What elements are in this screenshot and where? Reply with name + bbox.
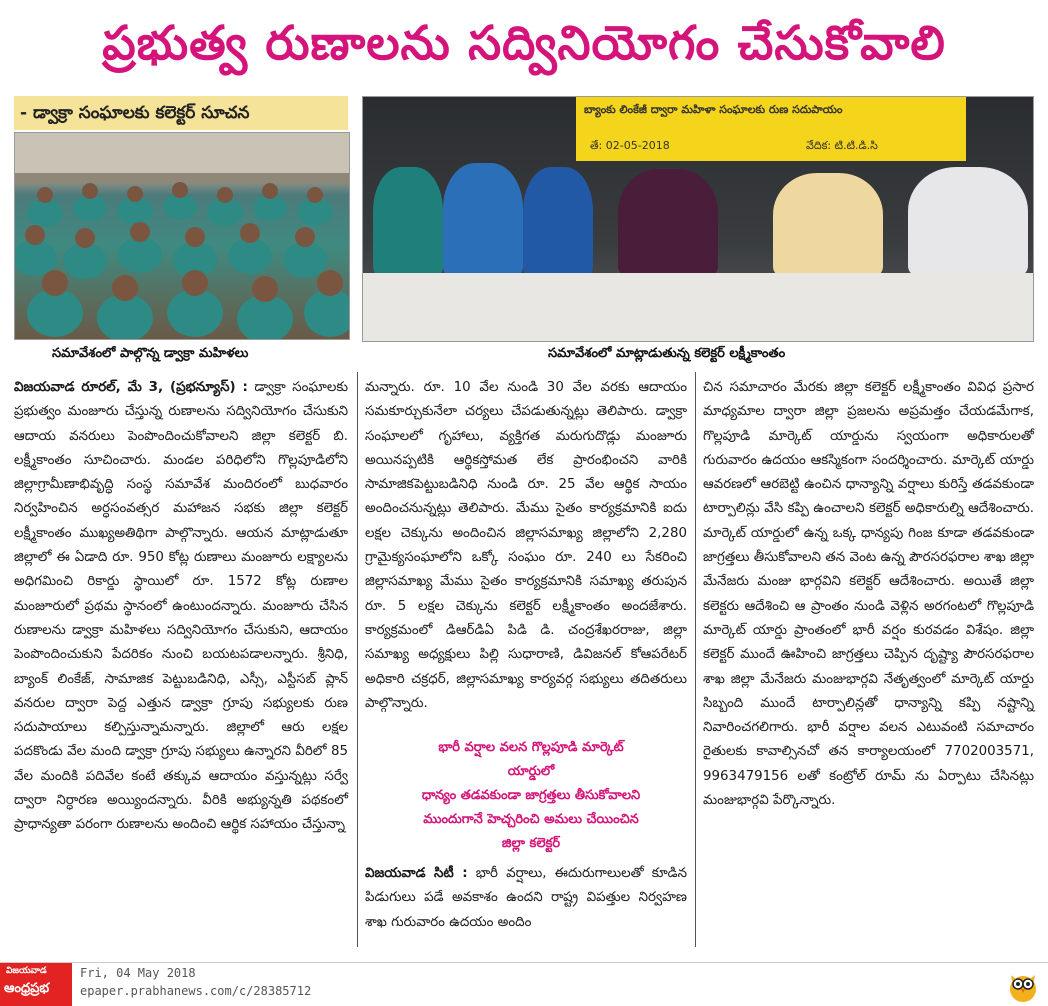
article-column-1	[14, 376, 348, 838]
article-column-3	[703, 376, 1034, 813]
caption-left: సమావేశంలో పాల్గొన్న డ్వాక్రా మహిళలు	[52, 346, 249, 361]
pull-quote-line: ధాన్యం తడవకుండా జాగ్రత్తలు తీసుకోవాలని	[421, 788, 641, 803]
photo-collector-speaking	[362, 96, 1034, 342]
headline: ప్రభుత్వ రుణాలను సద్వినియోగం చేసుకోవాలి	[102, 16, 946, 71]
person-silhouette	[443, 163, 523, 277]
person-silhouette	[618, 169, 718, 277]
body-text: డ్వాక్రా సంఘాలకు ప్రభుత్వం మంజూరు చేస్తున్న రుణాలను సద్వినియోగం చేసుకుని ఆదాయ వనరులు పెంపొందించుకోవాలని జిల్లా కలెక్టర్ బి. లక్ష్మీకాంతం సూచించారు. మండల పరిధిలోని గొల్లపూడిలోని జిల్లాగ్రామీణాభివృద్ధి సంస్థ సమావేశ మందిరంలో బుధవారం నిర్వహించిన అర్ధసంవత్సర మహాజన సభకు జిల్లా కలెక్టర్ లక్ష్మీకాంతం ముఖ్యఅతిథిగా పాల్గొన్నారు. ఆయన మాట్లాడుతూ జిల్లాలో ఈ ఏడాది రూ. 950 కోట్ల రుణాలు మంజూరు లక్ష్యాలను అధిగమించి రికార్డు స్థాయిలో రూ. 1572 కోట్ల రుణాల మంజూరులో ప్రథమ స్థానంలో ఉంటుందన్నారు. మంజూరు చేసిన రుణాలను డ్వాక్రా మహిళలు సద్వినియోగం చేసుకుని, ఆదాయం పెంపొందించుకుని పేదరికం నుంచి బయటపడాలన్నారు. శ్రీనిధి, బ్యాంక్ లింకేజ్, సామాజిక పెట్టుబడినిధి, ఎస్సీ, ఎస్టీసబ్ ప్లాన్ వనరుల ద్వారా పెద్ద ఎత్తున డ్వాక్రా గ్రూపు సభ్యులకు రుణ సదుపాయాలు కల్పిస్తున్నామన్నారు. జిల్లాలో ఆరు లక్షల పదకొండు వేల మంది డ్వాక్రా గ్రూపు సభ్యులు ఉన్నారని వీరిలో 85 వేల మందికి పదివేల కంటే తక్కువ ఆదాయం వస్తున్నట్లు సర్వే ద్వారా నిర్ధారణ అయ్యిందన్నారు. వీరికి అభ్యున్నతి పథకంలో ప్రాధాన్యతా పరంగా రుణాలను అందించి ఆర్థిక సహాయం చేస్తున్నా	[14, 380, 349, 833]
body-text: మన్నారు. రూ. 10 వేల నుండి 30 వేల వరకు ఆదాయం సమకూర్చుకునేలా చర్యలు చేపడుతున్నట్లు తెలిపారు. డ్వాక్రా సంఘాలలో గృహాలు, వ్యక్తిగత మరుగుదొడ్లు మంజూరు అయినప్పటికి ఆర్థికస్తోమత లేక ప్రారంభించని వారికి సామాజికపెట్టుబడినిధి నుండి రూ. 25 వేల ఆర్థిక సాయం అందించనున్నట్లు తెలిపారు. మేము సైతం కార్యక్రమానికి ఐదు లక్షల చెక్కును అందించిన జిల్లాసమాఖ్య జిల్లాలోని 2,280 గ్రామైక్యసంఘాలోని ఒక్కో సంఘం రూ. 240 లు సేకరించి జిల్లాసమాఖ్య మేము సైతం కార్యక్రమానికి సమాఖ్య తరుపున రూ. 5 లక్షల చెక్కును కలెక్టర్ లక్ష్మీకాంతం అందజేశారు. కార్యక్రమంలో డిఆర్‌డిఏ పిడి డి. చంద్రశేఖరరాజు, జిల్లా సమాఖ్య అధ్యక్షులు పిల్లి సుధారాణి, డివిజనల్ కోఆపరేటర్ అధికారి చక్రధర్, జిల్లాసమాఖ్య కార్యవర్గ సభ్యులు తదితరులు పాల్గొన్నారు.	[365, 380, 687, 711]
banner-title: బ్యాంకు లింకేజీ ద్వారా మహిళా సంఘాలకు రుణ సదుపాయం	[584, 103, 843, 116]
banner-venue: వేదిక: టి.టి.డి.సి	[806, 139, 878, 152]
person-silhouette	[773, 173, 883, 277]
pull-quote-line: జిల్లా కలెక్టర్	[501, 836, 561, 851]
dateline: విజయవాడ రూరల్, మే 3, (ప్రభన్యూస్) :	[14, 380, 248, 395]
owl-icon[interactable]	[1008, 969, 1038, 1003]
article-column-2	[365, 376, 687, 716]
photo-meeting-audience	[14, 132, 350, 340]
publication-logo[interactable]	[0, 963, 72, 1006]
clip-url[interactable]: epaper.prabhanews.com/c/28385712	[80, 984, 312, 998]
pull-quote-line: ముందుగానే హెచ్చరించి అమలు చేయించిన	[423, 812, 639, 827]
dais-table	[363, 273, 1033, 341]
audience-illustration	[15, 133, 349, 339]
body-text: చిన సమాచారం మేరకు జిల్లా కలెక్టర్ లక్ష్మీకాంతం వివిధ ప్రసార మాధ్యమాల ద్వారా జిల్లా ప్రజలను అప్రమత్తం చేయడమేగాక, గొల్లపూడి మార్కెట్ యార్డును స్వయంగా అధికారులతో గురువారం ఉదయం ఆకస్మికంగా సందర్శించారు. మార్కెట్ యార్డు ఆవరణలో ఆరబెట్టి ఉంచిన ధాన్యాన్ని వర్షాలు కురిస్తే తడవకుండా టార్పాలిన్లు వేసి కప్పి ఉంచాలని కలెక్టర్ అధికారుల్ని ఆదేశించారు. మార్కెట్ యార్డులో ఉన్న ఒక్క ధాన్యపు గింజ కూడా తడవకుండా జాగ్రత్తలు తీసుకోవాలని తన వెంట ఉన్న పౌరసరఫరాల శాఖ జిల్లా మేనేజరు మంజు భార్గవిని కలెక్టర్ ఆదేశించారు. అయితే జిల్లా కలెక్టరు ఆదేశించి ఆ ప్రాంతం నుండి వెళ్లిన అరగంటలో గొల్లపూడి మార్కెట్ యార్డు ప్రాంతంలో భారీ వర్షం కురవడం విశేషం. జిల్లా కలెక్టర్ ముందే ఊహించి జాగ్రత్తలు చెప్పిన దృష్ట్యా పౌరసరఫరాల శాఖ జిల్లా మేనేజరు మంజుభార్గవి నేతృత్వంలో మార్కెట్ యార్డు సిబ్బంది ముందే టార్పాలిన్లతో ధాన్యాన్ని కప్పి నష్టాన్ని నివారించగలిగారు. భారీ వర్షాల వలన ఎటువంటి సమాచారం రైతులకు కావాల్సినచో తన కార్యాలయంలో 7702003571, 9963479156 లతో కంట్రోల్ రూమ్ ను ఏర్పాటు చేసినట్లు మంజుభార్గవి పేర్కొన్నారు.	[703, 380, 1034, 809]
dateline: విజయవాడ సిటీ :	[365, 866, 468, 881]
body-text: భారీ వర్షాలు, ఈదురుగాలులతో కూడిన పిడుగులు పడే అవకాశం ఉందని రాష్ట్ర విపత్తుల నిర్వహణ శాఖ గురువారం ఉదయం అందిం	[365, 866, 687, 930]
pull-quote	[375, 736, 687, 856]
stage-banner	[576, 97, 966, 161]
edition-date: Fri, 04 May 2018	[80, 966, 196, 980]
pull-quote-line: భారీ వర్షాల వలన గొల్లపూడి మార్కెట్	[438, 740, 624, 755]
subheadline: - డ్వాక్రా సంఘాలకు కలెక్టర్ సూచన	[14, 96, 348, 130]
logo-edition: విజయవాడ	[6, 966, 47, 976]
pull-quote-line: యార్డులో	[507, 764, 555, 779]
epaper-footer	[0, 962, 1048, 1006]
banner-date: తే: 02-05-2018	[590, 139, 670, 152]
person-silhouette	[373, 167, 443, 277]
logo-title: ఆంధ్రప్రభ	[4, 981, 50, 996]
caption-right: సమావేశంలో మాట్లాడుతున్న కలెక్టర్ లక్ష్మీకాంతం	[548, 346, 786, 361]
article-column-2b	[365, 862, 687, 935]
person-silhouette	[908, 167, 1028, 277]
column-divider	[695, 372, 696, 947]
column-divider	[357, 372, 358, 947]
person-silhouette	[523, 167, 593, 277]
